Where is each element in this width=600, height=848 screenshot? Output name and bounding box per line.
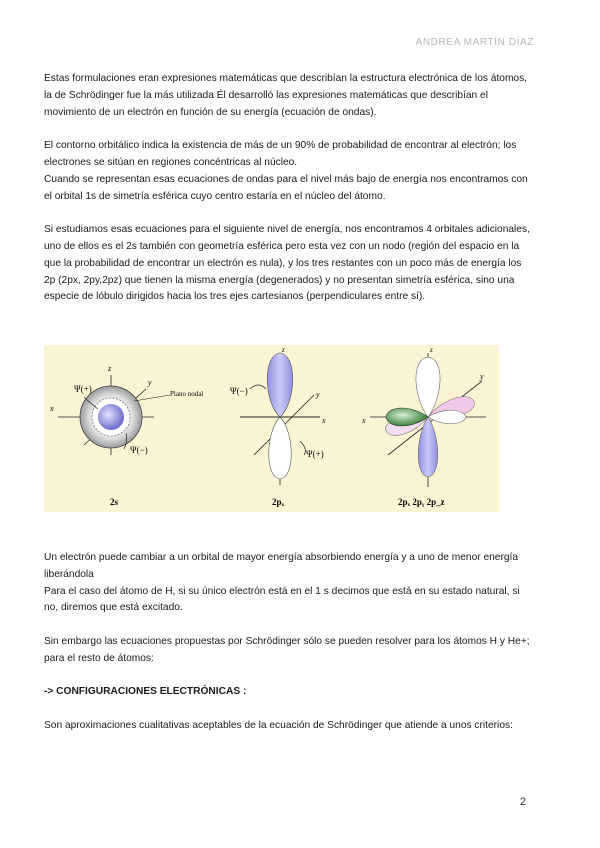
section-heading: -> CONFIGURACIONES ELECTRÓNICAS :	[44, 686, 247, 698]
body-text-top	[44, 71, 534, 306]
paragraph-schrodinger: Estas formulaciones eran expresiones matemáticas que describían la estructura electrónica de los átomos, la de Schrödinger fue la más utilizada Él desarrolló las expresiones matemáticas que describían el movimiento de un electrón en función de su energía (ecuación de ondas).	[44, 73, 528, 118]
axis-x-2p: x	[362, 416, 366, 425]
orbital-2s	[49, 364, 203, 507]
axis-z-2s: z	[108, 364, 112, 373]
paragraph-schrodinger-limits: Sin embargo las ecuaciones propuestas por Schrödinger sólo se pueden resolver para los átomos H y He+; para el resto de átomos:	[44, 635, 530, 664]
label-psi-plus-2s: Ψ(+)	[74, 384, 92, 394]
lobe-lower	[269, 417, 292, 479]
body-text-bottom	[44, 550, 534, 735]
label-nodal-plane: Plano nodal	[170, 390, 204, 398]
axis-z-2px: z	[282, 346, 285, 354]
inner-sphere	[98, 404, 124, 430]
paragraph-hydrogen-state: Para el caso del átomo de H, si su único electrón está en el 1 s decimos que está en su estado natural, si no, diremos que está excitado.	[44, 585, 520, 614]
axis-y-2s: y	[148, 378, 152, 387]
caption-2p-all: 2pₓ 2pᵧ 2p_z	[398, 497, 445, 507]
label-psi-minus-2px: Ψ(−)	[230, 386, 248, 396]
orbital-2p-combined	[361, 346, 486, 507]
lobe-z-down	[418, 417, 438, 477]
caption-2px: 2pₓ	[272, 497, 285, 507]
paragraph-electron-transition: Un electrón puede cambiar a un orbital de mayor energía absorbiendo energía y a uno de menor energía liberándola	[44, 552, 519, 580]
paragraph-orbital-contour: El contorno orbitálico indica la existencia de más de un 90% de probabilidad de encontrar al electrón; los electrones se sitúan en regiones concéntricas al núcleo.	[44, 140, 517, 168]
axis-x-2s: x	[50, 404, 54, 413]
label-psi-minus-2s: Ψ(−)	[130, 445, 148, 455]
label-psi-plus-2px: Ψ(+)	[306, 449, 324, 459]
axis-y-2p: y	[480, 372, 484, 381]
orbitals-diagram	[44, 345, 499, 512]
paragraph-2s-2p-orbitals: Si estudiamos esas ecuaciones para el siguiente nivel de energía, nos encontramos 4 orbitales adicionales, uno de ellos es el 2s también con geometría esférica pero esta vez con un nodo (región del espacio en la que la probabilidad de encontrar un electrón es nula), y los tres restantes con un poco más de energía los 2p (2px, 2py,2pz) que tienen la misma energía (degenerados) y no presentan simetría esférica, sino una especie de lóbulo dirigidos hacia los tres ejes cartesianos (perpendiculares entre sí).	[44, 224, 530, 303]
axis-y-2px: y	[316, 390, 320, 399]
paragraph-approximations: Son aproximaciones cualitativas aceptables de la ecuación de Schrödinger que atiende a unos criterios:	[44, 719, 513, 731]
axis-x-2px: x	[322, 416, 326, 425]
orbitals-figure	[44, 345, 499, 512]
paragraph-1s-orbital: Cuando se representan esas ecuaciones de ondas para el nivel más bajo de energía nos encontramos con el orbital 1s de simetría esférica cuyo centro estaría en el núcleo del átomo.	[44, 173, 528, 202]
orbital-2px	[230, 346, 326, 507]
lobe-upper	[267, 353, 293, 417]
header-author: ANDREA MARTÍN DÍAZ	[415, 37, 534, 48]
axis-z-2p: z	[430, 346, 433, 354]
page-number: 2	[519, 796, 526, 808]
caption-2s: 2s	[110, 497, 119, 507]
